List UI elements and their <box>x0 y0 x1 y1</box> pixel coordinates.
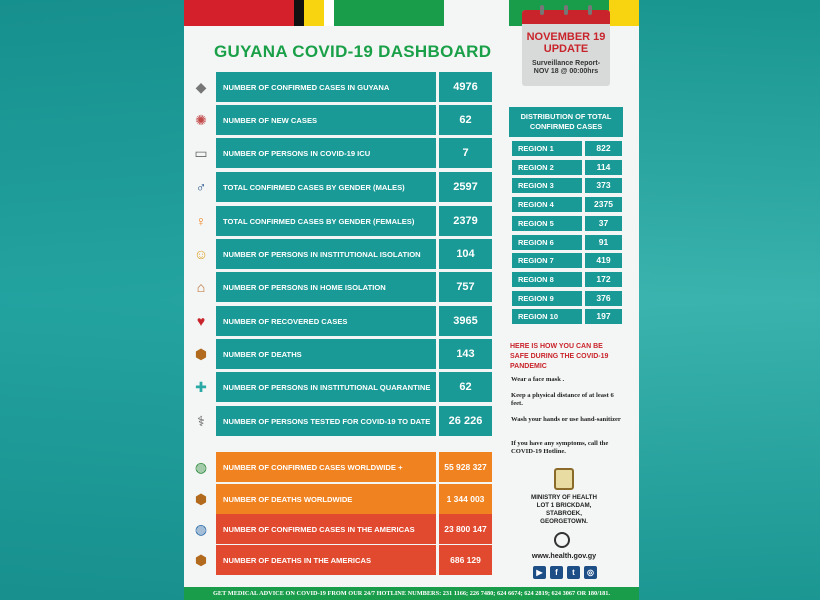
coffin-icon: ⬢ <box>194 345 208 362</box>
stat-value: 143 <box>439 339 492 369</box>
stat-value: 757 <box>439 272 492 302</box>
stat-label: NUMBER OF PERSONS IN HOME ISOLATION <box>216 272 436 302</box>
region-value: 2375 <box>585 197 622 212</box>
stat-row <box>190 206 492 236</box>
stat-row <box>190 372 492 402</box>
stat-value: 62 <box>439 105 492 135</box>
facebook-icon[interactable]: f <box>550 566 563 579</box>
stat-label: TOTAL CONFIRMED CASES BY GENDER (MALES) <box>216 172 436 202</box>
region-row <box>512 272 622 287</box>
regions-title: DISTRIBUTION OF TOTAL CONFIRMED CASES <box>509 107 623 137</box>
safety-tip: Keep a physical distance of at least 6 feet. <box>511 392 614 407</box>
stat-row <box>190 138 492 168</box>
region-value: 114 <box>585 160 622 175</box>
house-icon: ⌂ <box>196 279 206 295</box>
instagram-icon[interactable]: ◎ <box>584 566 597 579</box>
stat-value: 26 226 <box>439 406 492 436</box>
region-row <box>512 197 622 212</box>
region-name: REGION 10 <box>512 309 582 324</box>
stat-label: NUMBER OF PERSONS IN INSTITUTIONAL ISOLATION <box>216 239 436 269</box>
stat-row <box>190 272 492 302</box>
ministry-address: MINISTRY OF HEALTH LOT 1 BRICKDAM, STABROEK, GEORGETOWN. <box>531 494 597 525</box>
region-value: 376 <box>585 291 622 306</box>
safety-tip: If you have any symptoms, call the COVID-19 Hotline. <box>511 440 609 455</box>
stat-row <box>190 545 492 575</box>
stat-label: NUMBER OF PERSONS TESTED FOR COVID-19 TO DATE <box>216 406 436 436</box>
stat-row <box>190 239 492 269</box>
stat-label: NUMBER OF PERSONS IN INSTITUTIONAL QUARANTINE <box>216 372 436 402</box>
stat-label: NUMBER OF CONFIRMED CASES WORLDWIDE + <box>216 452 436 482</box>
calendar-update: UPDATE <box>543 43 589 55</box>
region-name: REGION 1 <box>512 141 582 156</box>
region-row <box>512 309 622 324</box>
virus-icon: ✺ <box>195 111 207 128</box>
region-row <box>512 253 622 268</box>
region-row <box>512 160 622 175</box>
safety-heading: HERE IS HOW YOU CAN BE SAFE DURING THE COVID-19 PANDEMIC <box>510 343 609 370</box>
guyana-map-icon: ◆ <box>195 78 207 95</box>
stat-row <box>190 105 492 135</box>
globe-americas-icon: ◍ <box>194 520 208 537</box>
region-value: 419 <box>585 253 622 268</box>
region-name: REGION 5 <box>512 216 582 231</box>
region-row <box>512 141 622 156</box>
region-name: REGION 8 <box>512 272 582 287</box>
region-name: REGION 3 <box>512 178 582 193</box>
region-row <box>512 178 622 193</box>
guyana-flag-banner <box>184 0 444 26</box>
stat-row <box>190 72 492 102</box>
region-row <box>512 216 622 231</box>
stat-value: 7 <box>439 138 492 168</box>
twitter-icon[interactable]: t <box>567 566 580 579</box>
heart-icon: ♥ <box>196 313 206 329</box>
page-title: GUYANA COVID-19 DASHBOARD <box>214 42 492 61</box>
stat-value: 23 800 147 <box>439 514 492 544</box>
region-name: REGION 6 <box>512 235 582 250</box>
stat-label: NUMBER OF RECOVERED CASES <box>216 306 436 336</box>
region-name: REGION 4 <box>512 197 582 212</box>
stat-row <box>190 452 492 482</box>
stat-value: 104 <box>439 239 492 269</box>
stat-row <box>190 306 492 336</box>
dashboard-poster <box>184 0 639 600</box>
blurred-background-right <box>639 0 820 600</box>
stat-value: 3965 <box>439 306 492 336</box>
stat-row <box>190 406 492 436</box>
stat-label: NUMBER OF DEATHS <box>216 339 436 369</box>
stat-value: 686 129 <box>439 545 492 575</box>
web-globe-icon <box>554 532 570 548</box>
stat-value: 1 344 003 <box>439 484 492 514</box>
region-row <box>512 235 622 250</box>
coffin-icon: ⬢ <box>194 490 208 507</box>
region-name: REGION 9 <box>512 291 582 306</box>
calendar-time: NOV 18 @ 00:00hrs <box>533 68 599 75</box>
stat-value: 62 <box>439 372 492 402</box>
hotline-footer: GET MEDICAL ADVICE ON COVID-19 FROM OUR 24/7 HOTLINE NUMBERS: 231 1166; 226 7480; 624 6674; 624 2819; 624 3067 OR 180/181. <box>184 587 639 600</box>
region-value: 373 <box>585 178 622 193</box>
region-name: REGION 7 <box>512 253 582 268</box>
stat-label: NUMBER OF NEW CASES <box>216 105 436 135</box>
testing-icon: ⚕ <box>197 412 205 429</box>
region-value: 197 <box>585 309 622 324</box>
stat-value: 55 928 327 <box>439 452 492 482</box>
blurred-background-left <box>0 0 184 600</box>
stat-label: NUMBER OF CONFIRMED CASES IN GUYANA <box>216 72 436 102</box>
region-value: 822 <box>585 141 622 156</box>
calendar-report: Surveillance Report- <box>531 60 601 67</box>
safety-tip: Wear a face mask . <box>511 376 565 383</box>
region-row <box>512 291 622 306</box>
region-value: 91 <box>585 235 622 250</box>
update-calendar <box>522 10 610 86</box>
region-value: 172 <box>585 272 622 287</box>
stat-label: NUMBER OF DEATHS IN THE AMERICAS <box>216 545 436 575</box>
stat-value: 2597 <box>439 172 492 202</box>
youtube-icon[interactable]: ▶ <box>533 566 546 579</box>
website-link[interactable]: www.health.gov.gy <box>531 551 597 560</box>
stat-row <box>190 484 492 514</box>
stat-label: TOTAL CONFIRMED CASES BY GENDER (FEMALES) <box>216 206 436 236</box>
region-value: 37 <box>585 216 622 231</box>
stat-label: NUMBER OF PERSONS IN COVID-19 ICU <box>216 138 436 168</box>
male-icon: ♂ <box>195 179 207 195</box>
stat-row <box>190 172 492 202</box>
region-name: REGION 2 <box>512 160 582 175</box>
female-icon: ♀ <box>195 213 207 229</box>
person-isolation-icon: ☺ <box>193 246 209 262</box>
calendar-date: NOVEMBER 19 <box>526 31 606 43</box>
stat-label: NUMBER OF CONFIRMED CASES IN THE AMERICAS <box>216 514 436 544</box>
stat-label: NUMBER OF DEATHS WORLDWIDE <box>216 484 436 514</box>
globe-icon: ◍ <box>194 458 208 475</box>
icu-monitor-icon: ▭ <box>194 144 208 161</box>
coat-of-arms-icon <box>554 468 574 490</box>
social-icons <box>533 566 597 579</box>
coffin-icon: ⬢ <box>194 551 208 568</box>
stat-row <box>190 514 492 544</box>
safety-tip: Wash your hands or use hand-sanitizer <box>511 416 621 423</box>
stat-value: 2379 <box>439 206 492 236</box>
stat-value: 4976 <box>439 72 492 102</box>
stat-row <box>190 339 492 369</box>
quarantine-icon: ✚ <box>195 378 207 395</box>
